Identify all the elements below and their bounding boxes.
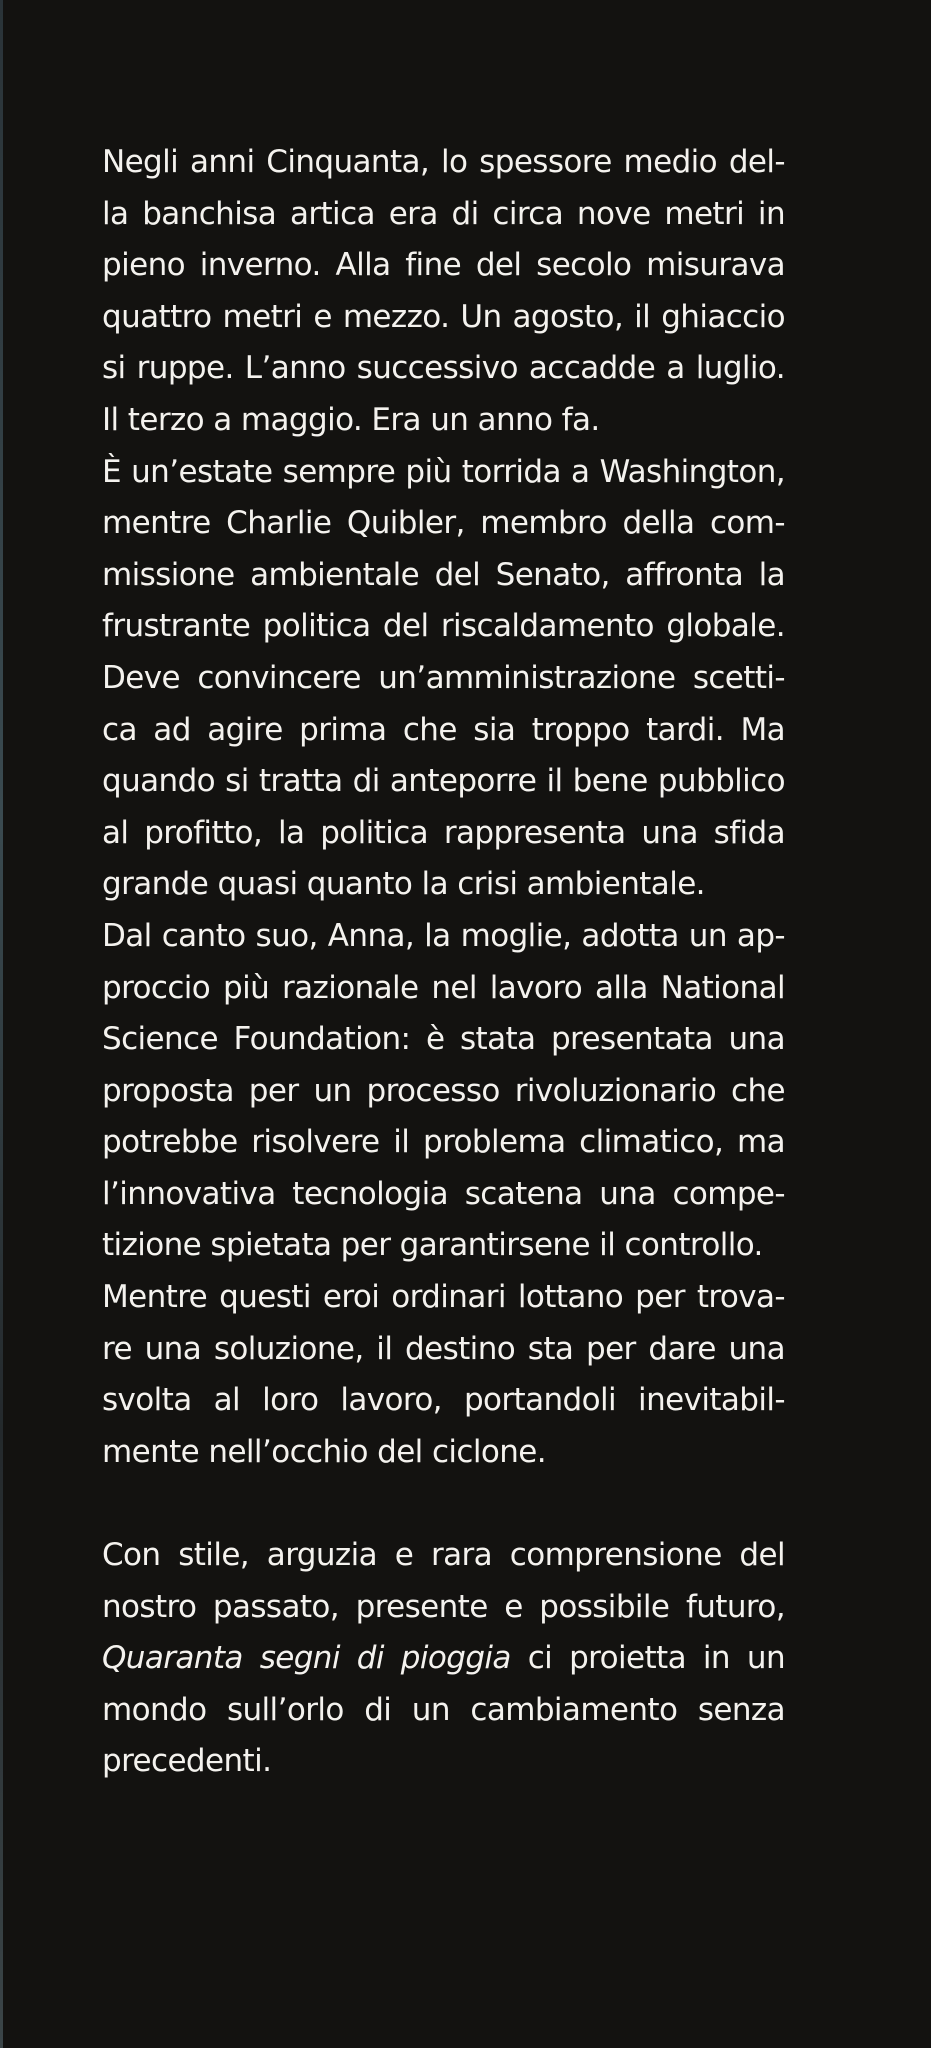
text-line: Il terzo a maggio. Era un anno fa.: [102, 401, 600, 438]
text-line: svolta al loro lavoro, portandoli inevitabil-: [102, 1382, 785, 1419]
text-line: Con stile, arguzia e rara comprensione del: [102, 1537, 785, 1574]
text-line: grande quasi quanto la crisi ambientale.: [102, 866, 705, 903]
text-line: quattro metri e mezzo. Un agosto, il ghiaccio: [102, 298, 785, 335]
text-line: proposta per un processo rivoluzionario che: [102, 1072, 785, 1109]
blurb-text: [102, 137, 785, 1788]
text-line: l’innovativa tecnologia scatena una compe-: [102, 1175, 785, 1212]
text-line: la banchisa artica era di circa nove metri in: [102, 195, 785, 232]
cover-edge-strip: [0, 0, 3, 2048]
text-line: tizione spietata per garantirsene il controllo.: [102, 1227, 763, 1264]
text-line: potrebbe risolvere il problema climatico, ma: [102, 1124, 785, 1161]
text-line: mentre Charlie Quibler, membro della com-: [102, 505, 785, 542]
text-line: pieno inverno. Alla fine del secolo misurava: [102, 247, 785, 284]
text-line: È un’estate sempre più torrida a Washington,: [102, 453, 785, 490]
text-line: Deve convincere un’amministrazione scetti-: [102, 659, 785, 696]
blurb-paragraph-heroes: [102, 1272, 785, 1478]
blurb-paragraph-arctic-ice: [102, 137, 785, 447]
blurb-paragraph-closing: [102, 1530, 785, 1788]
blurb-paragraph-anna: [102, 911, 785, 1272]
text-line: Dal canto suo, Anna, la moglie, adotta un ap-: [102, 917, 785, 954]
paragraph-gap: [102, 1478, 785, 1530]
book-title: Quaranta segni di pioggia: [102, 1640, 511, 1677]
text-line: Mentre questi eroi ordinari lottano per trova-: [102, 1279, 785, 1316]
text-line: si ruppe. L’anno successivo accadde a luglio.: [102, 350, 785, 387]
text-line: quando si tratta di anteporre il bene pubblico: [102, 763, 785, 800]
text-line: proccio più razionale nel lavoro alla National: [102, 969, 785, 1006]
text-fragment: ci proietta in un: [510, 1640, 785, 1677]
text-line: re una soluzione, il destino sta per dare una: [102, 1330, 785, 1367]
text-line: Science Foundation: è stata presentata una: [102, 1021, 785, 1058]
text-line: Negli anni Cinquanta, lo spessore medio del-: [102, 144, 785, 180]
text-line: mente nell’occhio del ciclone.: [102, 1433, 547, 1470]
text-line: nostro passato, presente e possibile futuro,: [102, 1588, 785, 1625]
text-line: mondo sull’orlo di un cambiamento senza: [102, 1691, 785, 1728]
blurb-paragraph-charlie: [102, 447, 785, 911]
text-line: precedenti.: [102, 1743, 272, 1780]
text-line: ca ad agire prima che sia troppo tardi. Ma: [102, 711, 785, 748]
text-line: missione ambientale del Senato, affronta la: [102, 556, 785, 593]
text-line: frustrante politica del riscaldamento globale.: [102, 608, 785, 645]
text-line: al profitto, la politica rappresenta una sfida: [102, 814, 785, 851]
text-line: [102, 1633, 785, 1685]
